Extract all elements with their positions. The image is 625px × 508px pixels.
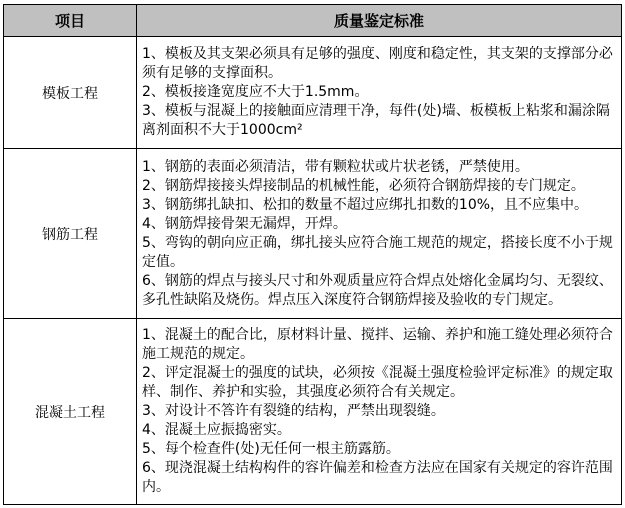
standard-cell-concrete <box>137 319 622 505</box>
table-row-concrete <box>4 319 622 505</box>
standard-item: 3、模板与混凝上的接触面应清理干净，每件(处)墙、板模板上粘浆和漏涂隔离剂面积不大于1000cm² <box>142 103 610 138</box>
header-row <box>4 5 622 37</box>
header-cell-standard: 质量鉴定标准 <box>137 5 622 37</box>
project-label-formwork: 模板工程 <box>4 37 137 149</box>
standard-item: 2、评定混凝士的强度的试块，必须按《混凝土强度检验评定标准》的规定取样、制作、养护和实验，其强度必须符合有关规定。 <box>142 365 613 400</box>
standard-item: 1、模板及其支架必须具有足够的强度、刚度和稳定性，其支架的支撑部分必须有足够的支撑面积。 <box>142 46 613 81</box>
project-label-rebar: 钢筋工程 <box>4 149 137 319</box>
standard-item: 2、模板接逢宽度应不大于1.5mm。 <box>142 84 369 100</box>
project-label-concrete: 混凝土工程 <box>4 319 137 505</box>
standard-item: 6、钢筋的焊点与接头尺寸和外观质量应符合焊点处熔化金属均匀、无裂纹、多孔性缺陷及烧伤。焊点压入深度符合钢筋焊接及验收的专门规定。 <box>142 272 613 308</box>
standard-item: 6、现浇混凝土结构构件的容许偏差和检查方法应在国家有关规定的容许范围内。 <box>142 460 613 495</box>
standard-item: 5、弯钩的朝向应正确，绑扎接头应符合施工规范的规定，搭接长度不小于规定值。 <box>142 234 613 270</box>
standard-item: 3、钢筋绑扎缺扣、松扣的数量不超过应绑扎扣数的10%，且不应集中。 <box>142 196 589 213</box>
standard-cell-formwork <box>137 37 622 149</box>
table-row-formwork <box>4 37 622 149</box>
standard-item: 2、钢筋焊接接头焊接制品的机械性能，必须符合钢筋焊接的专门规定。 <box>142 177 585 194</box>
standard-item: 1、混凝土的配合比，原材料计量、搅拌、运输、养护和施工缝处理必须符合施工规范的规定。 <box>142 327 613 362</box>
standard-item: 3、对设计不答许有裂缝的结构，严禁出现裂缝。 <box>142 403 445 419</box>
header-cell-project: 项目 <box>4 5 137 37</box>
standard-item: 5、每个检查件(处)无任何一根主筋露筋。 <box>142 441 400 457</box>
standard-item: 4、钢筋焊接骨架无漏焊，开焊。 <box>142 215 347 232</box>
table-row-rebar <box>4 149 622 319</box>
standard-item: 4、混凝土应振捣密实。 <box>142 422 291 438</box>
standard-item: 1、钢筋的表面必须清洁，带有颗粒状或片状老锈，严禁使用。 <box>142 158 529 175</box>
quality-standard-table <box>3 4 622 505</box>
standard-cell-rebar <box>137 149 622 319</box>
